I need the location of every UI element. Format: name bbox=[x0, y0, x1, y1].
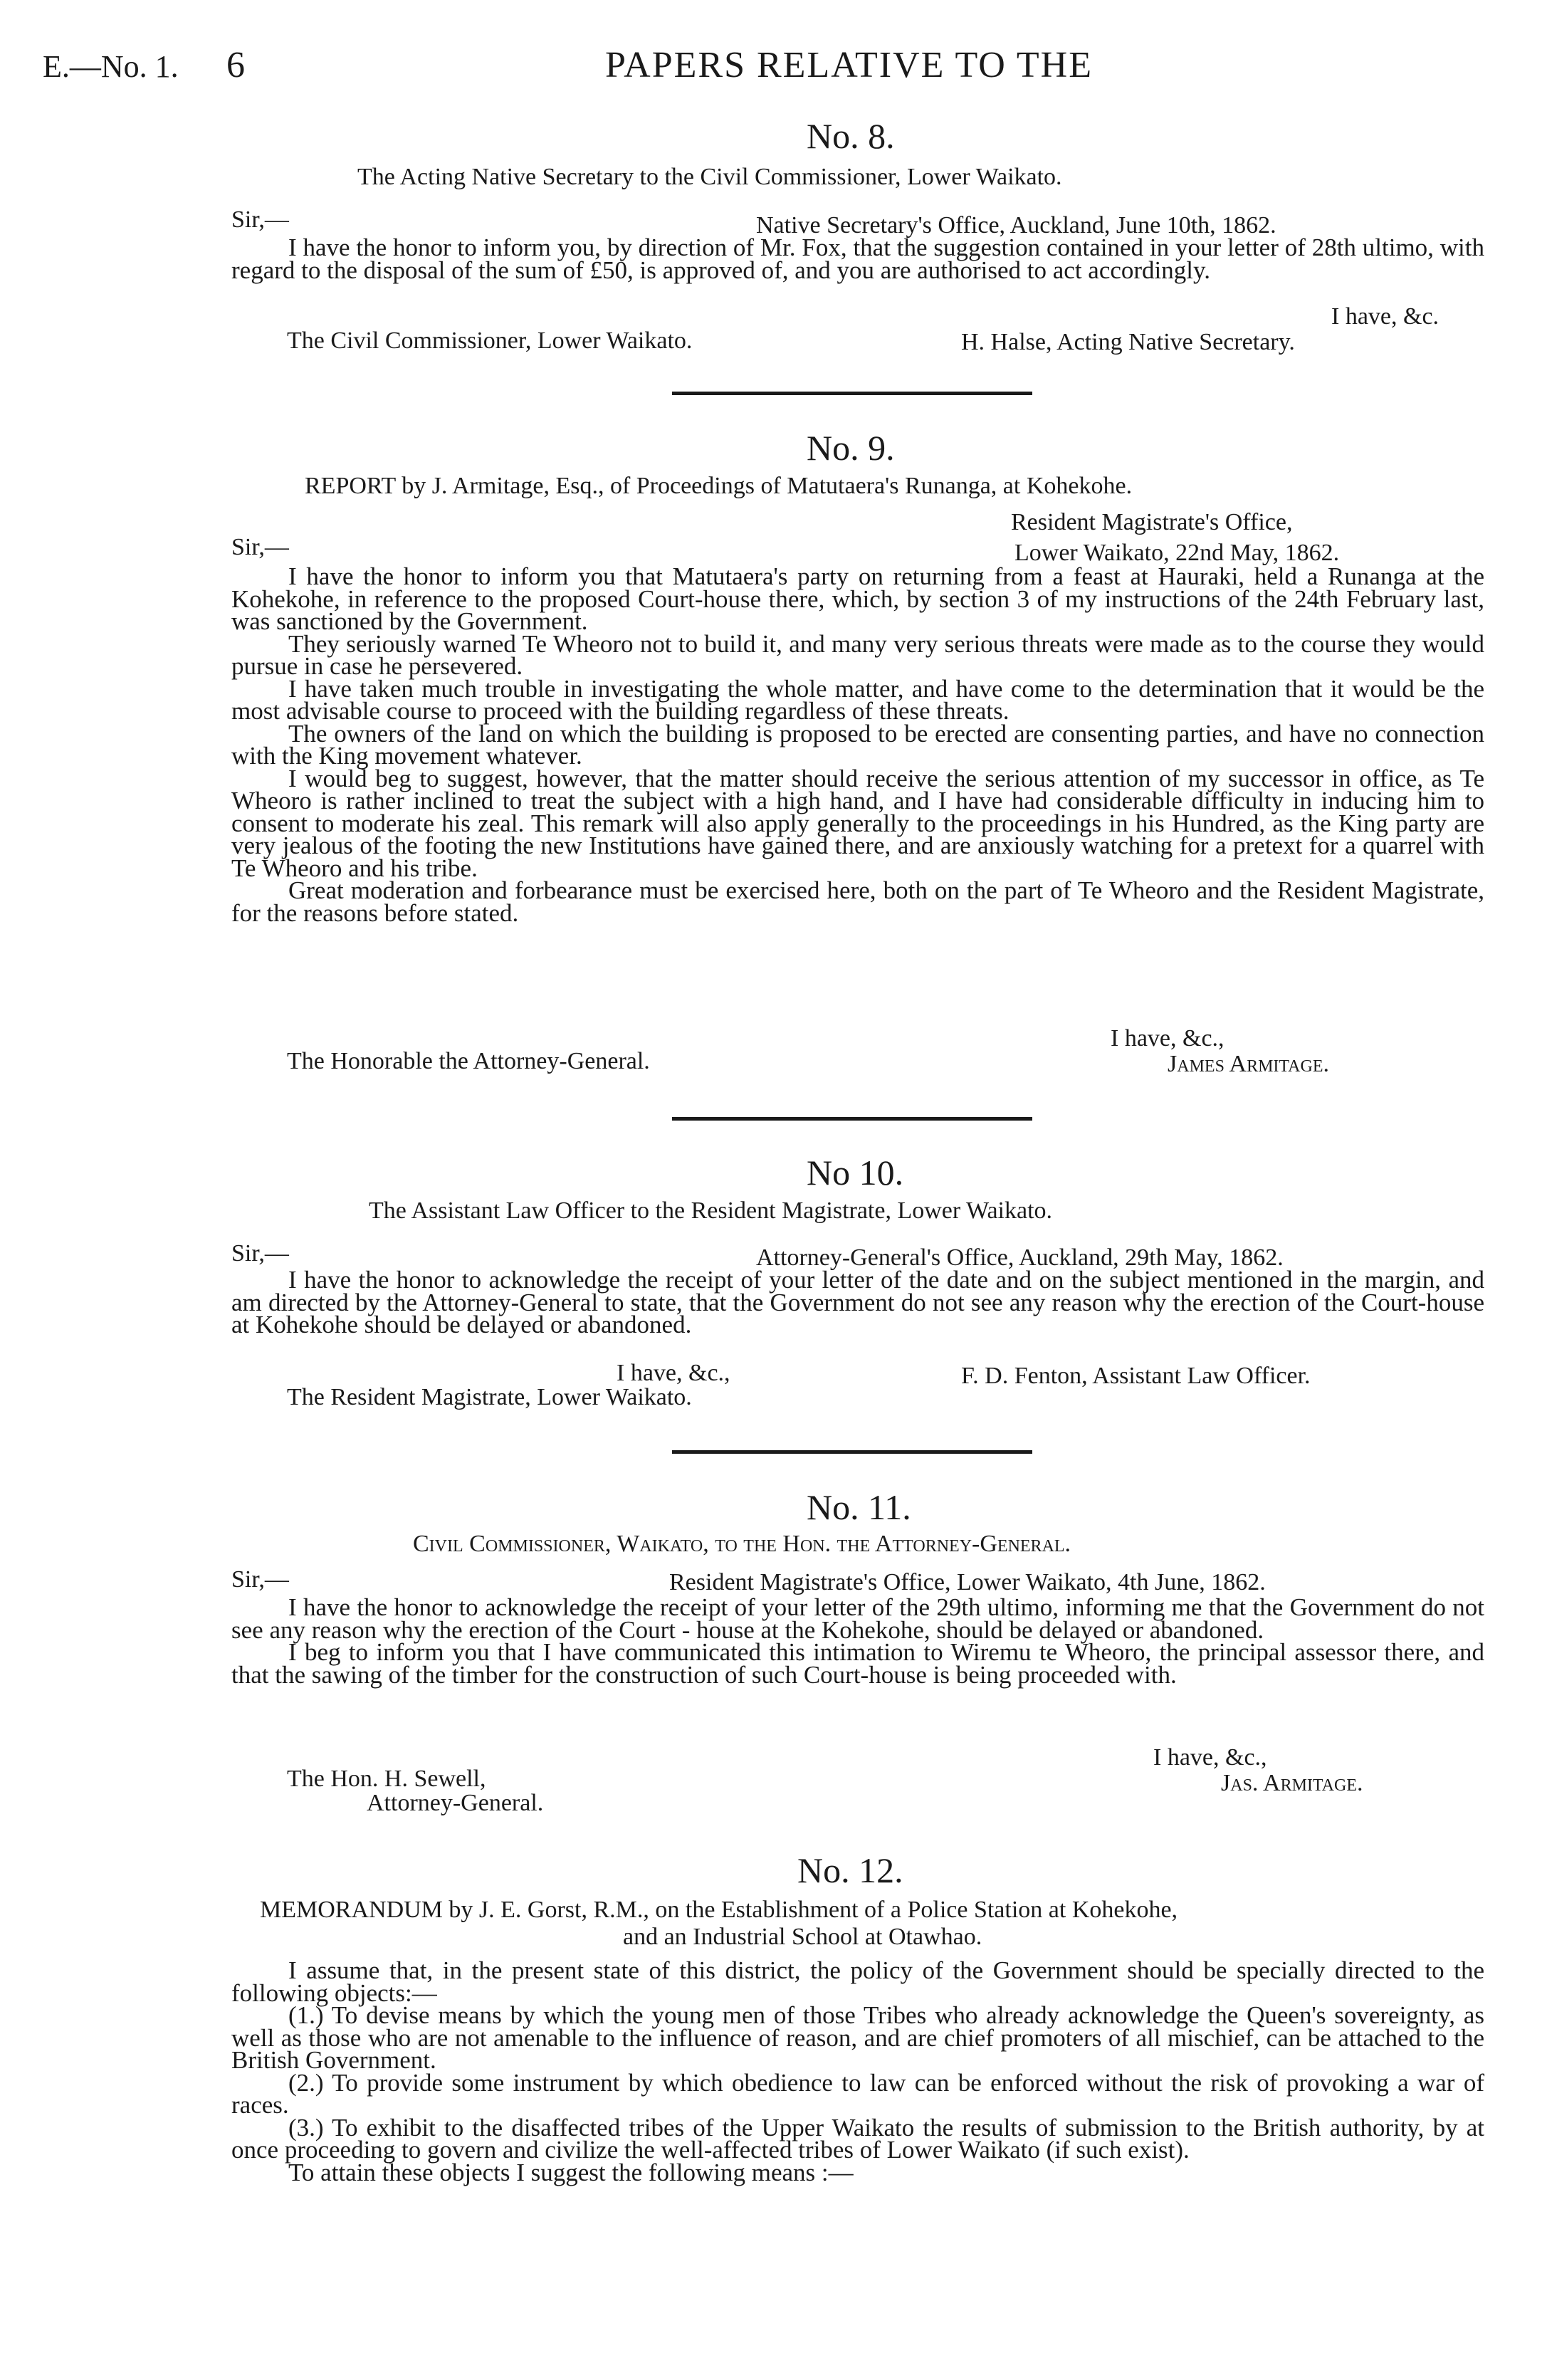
doc9-paragraph: Great moderation and forbearance must be exercised here, both on the part of Te Wheoro and the Resident Magistrate, for the reasons before stated. bbox=[231, 876, 1484, 927]
doc10-body: I have the honor to acknowledge the receipt of your letter of the date and on the subject mentioned in the margin, and am directed by the Attorney-General to state, that the Government do not see any reason why the erection of the Court-house at Kohekohe should be delayed or abandoned. bbox=[231, 1266, 1484, 1338]
doc10-salutation: Sir,— bbox=[231, 1240, 289, 1267]
section-divider bbox=[672, 1117, 1032, 1121]
doc9-paragraph: I have the honor to inform you that Matutaera's party on returning from a feast at Hauraki, held a Runanga at the Kohekohe, in reference to the proposed Court-house there, which, by section 3 of my instructions of the 24th February last, was sanctioned by the Government. bbox=[231, 562, 1484, 635]
doc8-salutation: Sir,— bbox=[231, 206, 289, 233]
doc9-signature: James Armitage. bbox=[1168, 1051, 1329, 1077]
doc9-addressee: The Honorable the Attorney-General. bbox=[287, 1048, 650, 1074]
doc11-salutation: Sir,— bbox=[231, 1566, 289, 1593]
doc8-addressee: The Civil Commissioner, Lower Waikato. bbox=[287, 327, 693, 354]
doc10-number: No 10. bbox=[807, 1153, 904, 1192]
doc12-body-block bbox=[231, 1956, 1484, 2186]
doc9-place-line1: Resident Magistrate's Office, bbox=[1011, 509, 1293, 535]
page-number: 6 bbox=[226, 45, 245, 85]
doc11-addressee-line1: The Hon. H. Sewell, bbox=[287, 1766, 486, 1792]
doc11-addressee-line2: Attorney-General. bbox=[367, 1790, 544, 1816]
running-title: PAPERS RELATIVE TO THE bbox=[605, 45, 1093, 85]
doc8-number: No. 8. bbox=[807, 116, 895, 156]
doc11-paragraph: I beg to inform you that I have communicated this intimation to Wiremu te Wheoro, the principal assessor there, and that the sawing of the timber for the construction of such Court-house is being proceeded with. bbox=[231, 1638, 1484, 1689]
series-label: E.—No. 1. bbox=[43, 49, 179, 84]
doc9-salutation: Sir,— bbox=[231, 534, 289, 560]
doc12-number: No. 12. bbox=[797, 1850, 903, 1890]
doc9-body-block bbox=[231, 562, 1484, 927]
doc10-heading: The Assistant Law Officer to the Resident Magistrate, Lower Waikato. bbox=[369, 1197, 1053, 1224]
doc10-body-block bbox=[231, 1266, 1484, 1338]
doc9-paragraph: I have taken much trouble in investigating the whole matter, and have come to the determination that it would be the most advisable course to proceed with the building regardless of these threats. bbox=[231, 674, 1484, 725]
doc8-signature: H. Halse, Acting Native Secretary. bbox=[961, 329, 1295, 355]
doc12-paragraph: (3.) To exhibit to the disaffected tribes of the Upper Waikato the results of submission to the British authority, by at once proceeding to govern and civilize the well-affected tribes of Lower Waikato (if such exist). bbox=[231, 2113, 1484, 2164]
doc12-paragraph: To attain these objects I suggest the following means :— bbox=[288, 2158, 854, 2186]
doc8-heading: The Acting Native Secretary to the Civil Commissioner, Lower Waikato. bbox=[357, 164, 1062, 190]
doc10-signature: F. D. Fenton, Assistant Law Officer. bbox=[961, 1363, 1311, 1389]
doc11-place-date: Resident Magistrate's Office, Lower Waikato, 4th June, 1862. bbox=[669, 1569, 1266, 1595]
doc11-signature: Jas. Armitage. bbox=[1221, 1770, 1363, 1796]
section-divider bbox=[672, 392, 1032, 395]
doc10-closing: I have, &c., bbox=[617, 1360, 730, 1386]
doc9-paragraph: They seriously warned Te Wheoro not to build it, and many very serious threats were made as to the course they would pursue in case he persevered. bbox=[231, 629, 1484, 680]
doc12-paragraph: (1.) To devise means by which the young men of those Tribes who already acknowledge the Queen's sovereignty, as well as those who are not amenable to the influence of reason, and are chief promoters of all mischief, can be attached to the British Government. bbox=[231, 2001, 1484, 2074]
doc8-place-date: Native Secretary's Office, Auckland, June 10th, 1862. bbox=[756, 212, 1276, 238]
doc11-closing: I have, &c., bbox=[1153, 1744, 1267, 1771]
doc10-addressee: The Resident Magistrate, Lower Waikato. bbox=[287, 1384, 692, 1410]
doc9-heading: REPORT by J. Armitage, Esq., of Proceedings of Matutaera's Runanga, at Kohekohe. bbox=[305, 473, 1133, 499]
doc8-body: I have the honor to inform you, by direction of Mr. Fox, that the suggestion contained in your letter of 28th ultimo, with regard to the disposal of the sum of £50, is approved of, and you are authorised to act accordingly. bbox=[231, 234, 1484, 284]
doc11-number: No. 11. bbox=[807, 1487, 911, 1527]
doc9-paragraph: The owners of the land on which the building is proposed to be erected are consenting parties, and have no connection with the King movement whatever. bbox=[231, 719, 1484, 770]
doc9-number: No. 9. bbox=[807, 428, 895, 468]
doc12-heading-line2: and an Industrial School at Otawhao. bbox=[623, 1924, 982, 1950]
doc12-paragraph: (2.) To provide some instrument by which obedience to law can be enforced without the risk of provoking a war of races. bbox=[231, 2068, 1484, 2119]
doc11-paragraph: I have the honor to acknowledge the receipt of your letter of the 29th ultimo, informing me that the Government do not see any reason why the erection of the Court - house at the Kohekohe, should be delayed or abandoned. bbox=[231, 1593, 1484, 1644]
doc8-body-block bbox=[231, 234, 1484, 284]
section-divider bbox=[672, 1450, 1032, 1454]
doc11-heading: Civil Commissioner, Waikato, to the Hon. the Attorney-General. bbox=[413, 1531, 1071, 1557]
doc12-heading-line1: MEMORANDUM by J. E. Gorst, R.M., on the Establishment of a Police Station at Kohekohe, bbox=[260, 1897, 1178, 1923]
doc9-paragraph: I would beg to suggest, however, that the matter should receive the serious attention of my successor in office, as Te Wheoro is rather inclined to treat the subject with a high hand, and I have had considerable difficulty in inducing him to consent to moderate his zeal. This remark will also apply generally to the proceedings in his Hundred, as the King party are very jealous of the footing the new Institutions have gained there, and are anxiously watching for a pretext for a quarrel with Te Wheoro and his tribe. bbox=[231, 764, 1484, 882]
doc9-closing: I have, &c., bbox=[1111, 1025, 1225, 1052]
doc9-place-line2: Lower Waikato, 22nd May, 1862. bbox=[1014, 540, 1340, 566]
doc10-place-date: Attorney-General's Office, Auckland, 29th May, 1862. bbox=[756, 1244, 1284, 1271]
doc11-body-block bbox=[231, 1593, 1484, 1689]
doc12-paragraph: I assume that, in the present state of this district, the policy of the Government should be specially directed to the following objects:— bbox=[231, 1956, 1484, 2007]
doc8-closing: I have, &c. bbox=[1331, 303, 1440, 330]
